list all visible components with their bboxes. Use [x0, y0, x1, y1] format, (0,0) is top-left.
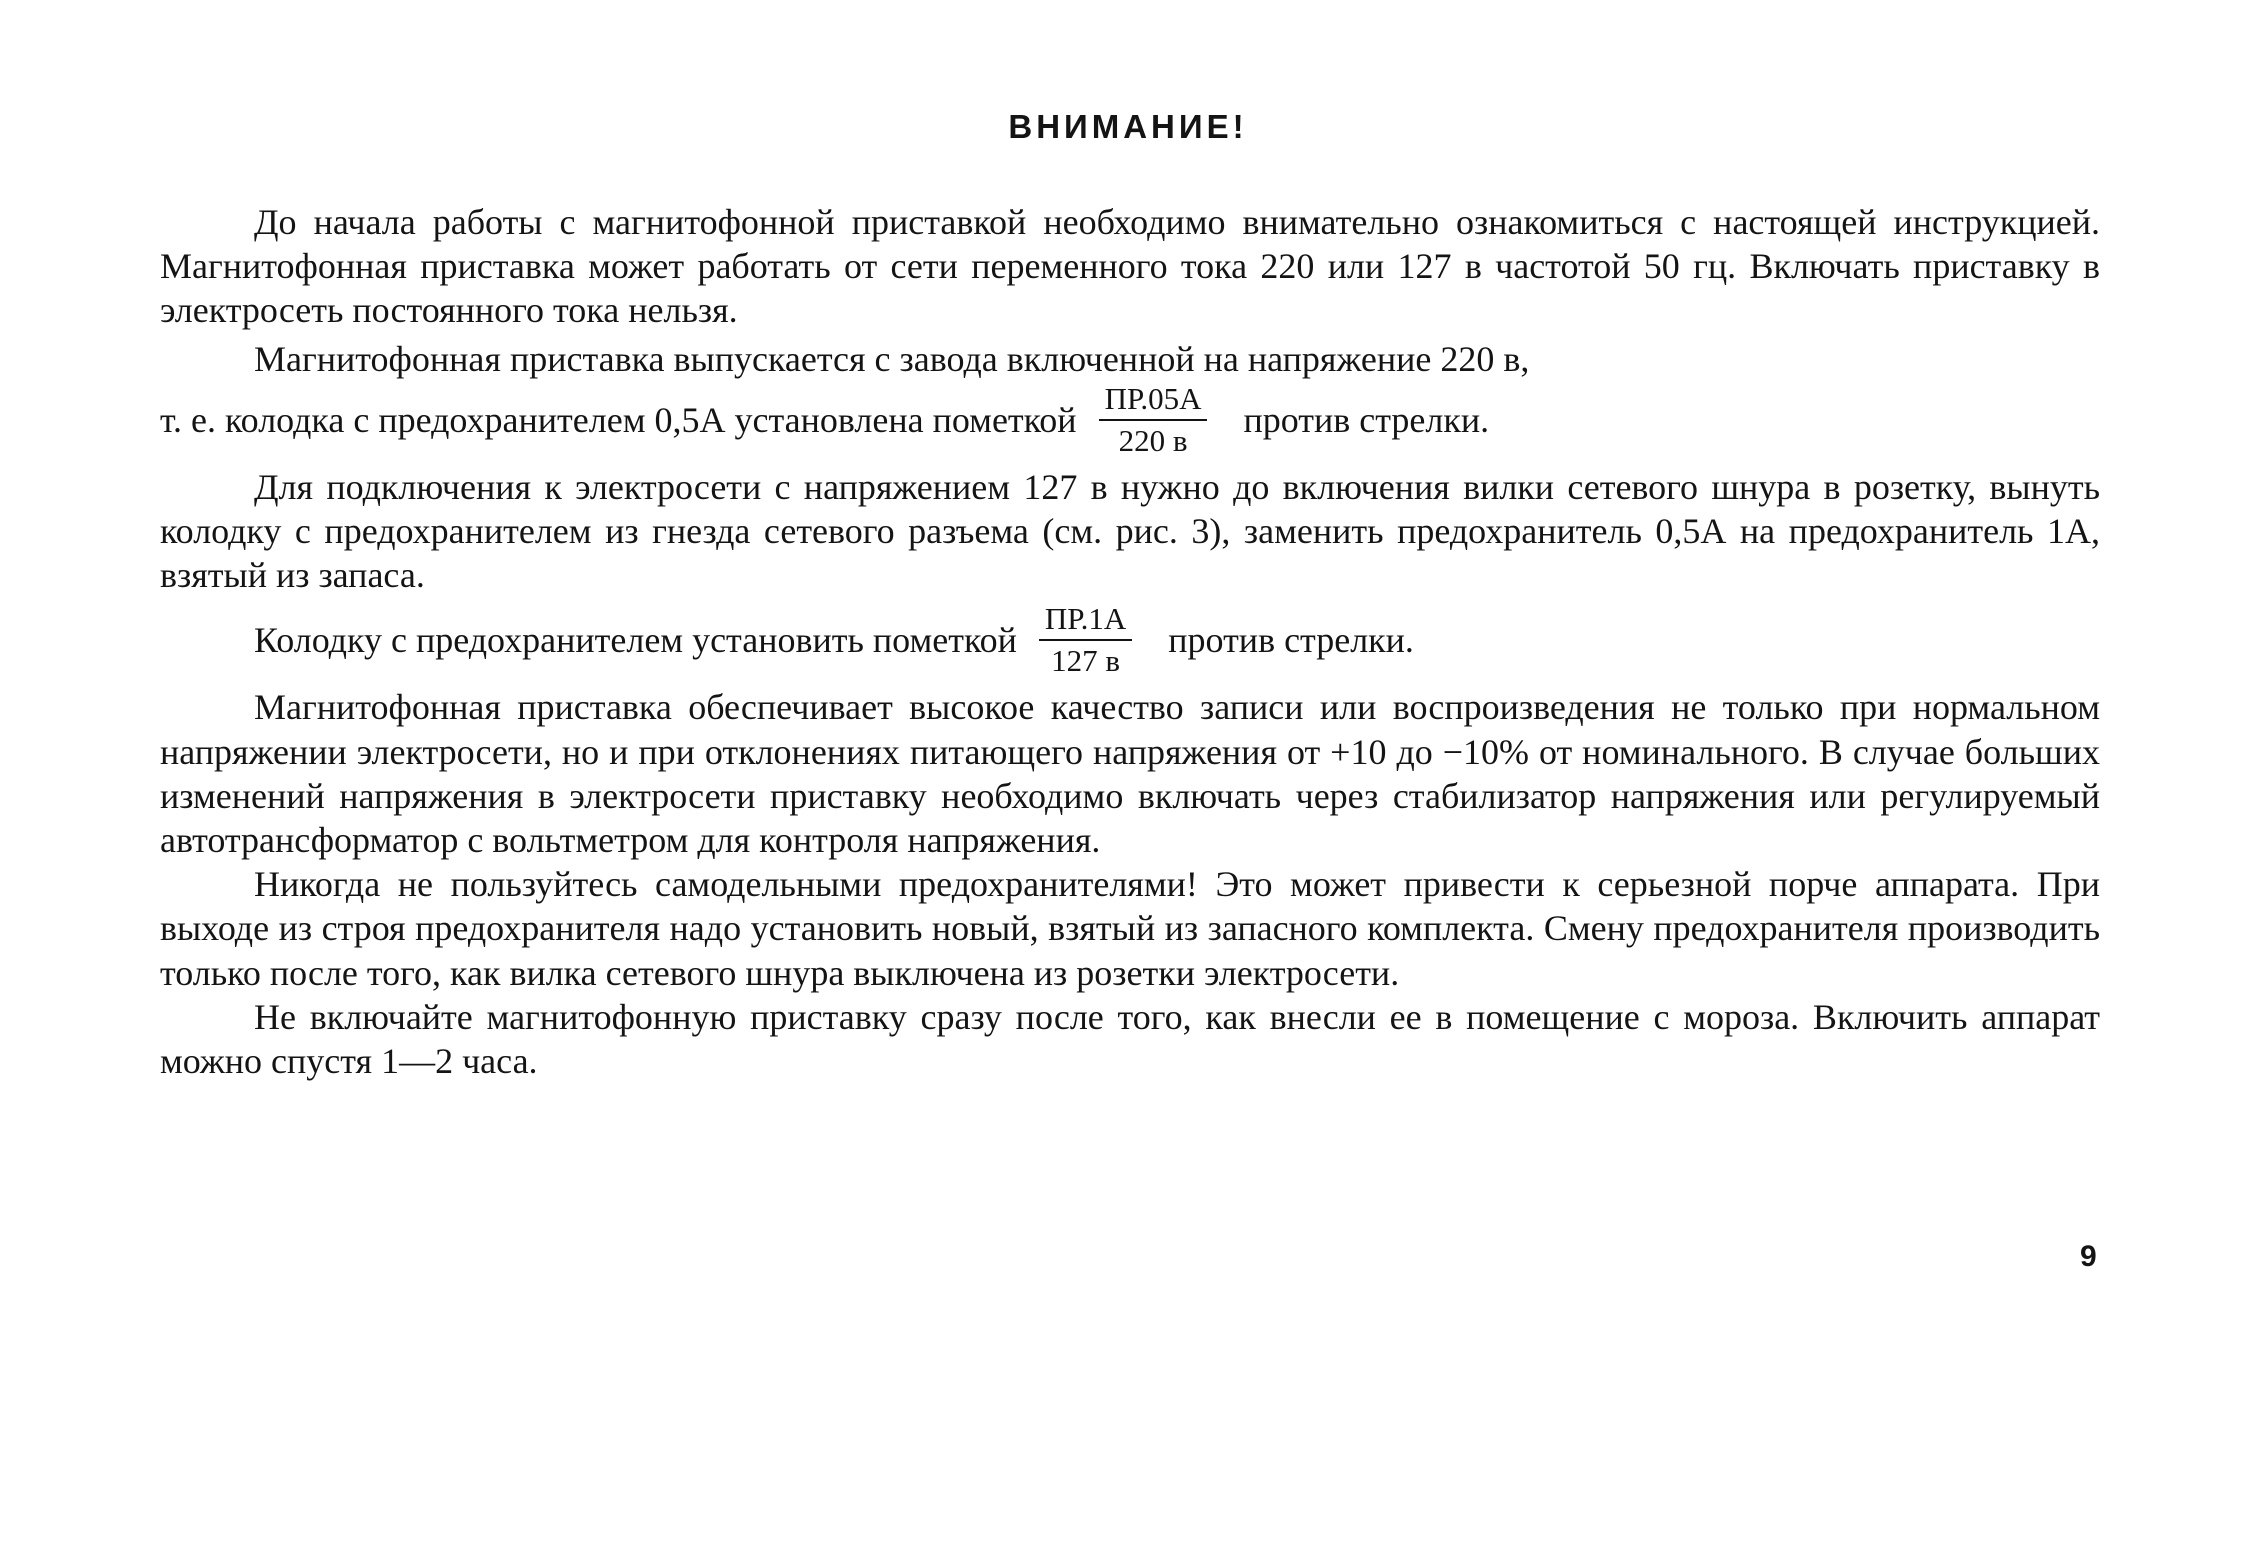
paragraph-127v-connection: Для подключения к электросети с напряжением 127 в нужно до включения вилки сетевого шнура в розетку, вынуть колодку с предохранителем из гнезда сетевого разъема (см. рис. 3), заменить предохранитель 0,5А на предохранитель 1А, взятый из запаса.: [160, 466, 2100, 596]
paragraph-default-voltage-line2: [160, 381, 2100, 459]
paragraph-default-voltage-line1: Магнитофонная приставка выпускается с завода включенной на напряжение 220 в,: [254, 338, 1530, 379]
fuse-marking-fraction-1a: [1039, 601, 1132, 679]
page-number: 9: [2080, 1240, 2097, 1273]
paragraph-voltage-deviation: Магнитофонная приставка обеспечивает высокое качество записи или воспроизведения не только при нормальном напряжении электросети, но и при отклонениях питающего напряжения от +10 до −10% от номинального. В случае больших изменений напряжения в электросети приставку необходимо включать через стабилизатор напряжения или регулируемый автотрансформатор с вольтметром для контроля напряжения.: [160, 687, 2100, 861]
fuse-marking-fraction-05a: [1099, 381, 1208, 459]
fraction-numerator: ПР.1А: [1039, 601, 1132, 641]
fraction-denominator: 127 в: [1051, 643, 1121, 679]
paragraph-default-voltage: [160, 337, 2100, 459]
fuse-marking-suffix: против стрелки.: [1243, 399, 1490, 440]
paragraph-intro: До начала работы с магнитофонной приставкой необходимо внимательно ознакомиться с настоящей инструкцией. Магнитофонная приставка может работать от сети переменного тока 220 или 127 в частотой 50 гц. Включать приставку в электросеть постоянного тока нельзя.: [160, 202, 2100, 331]
fraction-denominator: 220 в: [1118, 422, 1188, 458]
instruction-text: [160, 200, 2100, 1083]
paragraph-cold-warning: Не включайте магнитофонную приставку сразу после того, как внесли ее в помещение с мороза. Включить аппарат можно спустя 1—2 часа.: [160, 996, 2100, 1082]
paragraph-fuse-install: [160, 601, 2100, 679]
fuse-install-text: Колодку с предохранителем установить пометкой: [254, 620, 1017, 661]
paragraph-homemade-fuses: Никогда не пользуйтесь самодельными предохранителями! Это может привести к серьезной порче аппарата. При выходе из строя предохранителя надо установить новый, взятый из запасного комплекта. Смену предохранителя производить только после того, как вилка сетевого шнура выключена из розетки электросети.: [160, 864, 2100, 993]
page-heading: ВНИМАНИЕ!: [1008, 108, 1248, 145]
fraction-numerator: ПР.05А: [1099, 381, 1208, 421]
fuse-marking-text: т. е. колодка с предохранителем 0,5А установлена пометкой: [160, 399, 1077, 440]
fuse-install-suffix: против стрелки.: [1168, 620, 1414, 661]
